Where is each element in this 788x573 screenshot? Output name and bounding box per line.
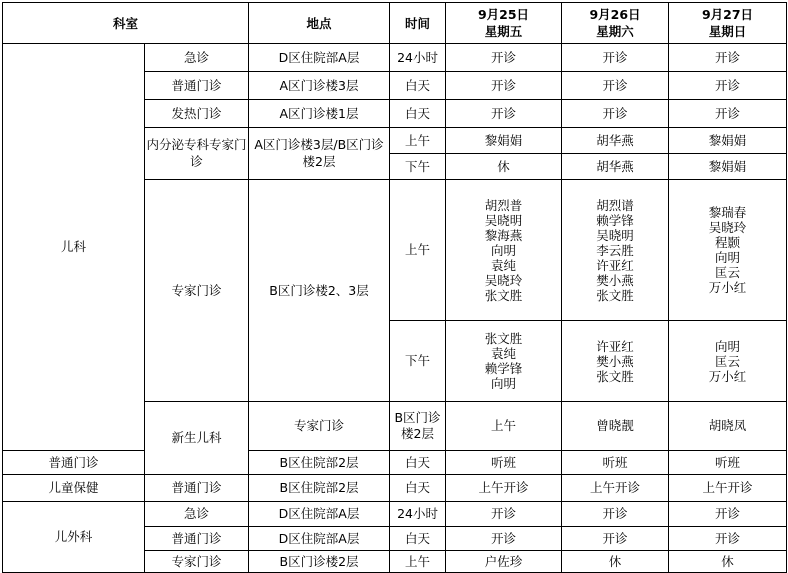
- doctor-name: 樊小燕: [596, 272, 634, 288]
- day-3-cell: [669, 321, 787, 402]
- day-3-cell: 开诊: [669, 527, 787, 551]
- time-cell: 上午: [390, 551, 446, 573]
- header-day-3: [669, 3, 787, 44]
- sub-dept-cell: 专家门诊: [145, 180, 249, 402]
- header-day-2: [562, 3, 669, 44]
- sub-dept-cell: 专家门诊: [249, 402, 390, 451]
- doctor-name: 万小红: [708, 368, 747, 384]
- header-day-1: [446, 3, 562, 44]
- day-3-cell: 休: [669, 551, 787, 573]
- time-cell: 白天: [390, 475, 446, 502]
- group-pediatric-surgery: 儿外科: [3, 502, 145, 573]
- header-day-3-weekday: 星期日: [708, 24, 747, 39]
- day-2-cell: 听班: [562, 451, 669, 475]
- location-cell: A区门诊楼3层/B区门诊楼2层: [249, 128, 390, 180]
- day-2-cell: 胡晓凤: [669, 402, 787, 451]
- doctor-name: 匡云: [715, 353, 741, 369]
- doctor-name: 许亚红: [596, 338, 634, 354]
- day-1-cell: 上午开诊: [446, 475, 562, 502]
- sub-dept-cell: 急诊: [145, 44, 249, 72]
- doctor-name: 樊小燕: [596, 353, 634, 369]
- day-2-cell: 休: [562, 551, 669, 573]
- location-cell: B区门诊楼2层: [390, 402, 446, 451]
- header-time: 时间: [390, 3, 446, 44]
- time-cell: 白天: [390, 451, 446, 475]
- header-day-1-date: 9月25日: [477, 7, 530, 22]
- time-cell: 上午: [390, 128, 446, 154]
- day-1-cell: 开诊: [446, 72, 562, 100]
- doctor-name: 胡烈普: [484, 197, 523, 213]
- table-row: [3, 44, 787, 72]
- location-cell: D区住院部A层: [249, 527, 390, 551]
- doctor-name: 胡烈谱: [596, 197, 634, 213]
- day-3-cell: 开诊: [669, 72, 787, 100]
- day-1-cell: [446, 321, 562, 402]
- group-child-health: 儿童保健: [3, 475, 145, 502]
- location-cell: D区住院部A层: [249, 502, 390, 527]
- doctor-name: 赖学锋: [596, 212, 634, 228]
- doctor-name: 张文胜: [484, 287, 523, 303]
- doctor-name: 袁纯: [491, 257, 517, 273]
- day-2-cell: 开诊: [562, 44, 669, 72]
- sub-dept-cell: 普通门诊: [145, 72, 249, 100]
- sub-dept-cell: 急诊: [145, 502, 249, 527]
- header-day-2-date: 9月26日: [589, 7, 641, 22]
- group-pediatrics: 儿科: [3, 44, 145, 451]
- day-3-cell: [669, 180, 787, 321]
- time-cell: 白天: [390, 72, 446, 100]
- doctor-name: 吴晓玲: [708, 220, 747, 235]
- doctor-name: 黎海燕: [484, 227, 523, 243]
- day-2-cell: 开诊: [562, 100, 669, 128]
- doctor-name: 吴晓玲: [484, 272, 523, 288]
- schedule-table: [2, 2, 787, 573]
- sub-dept-cell: 发热门诊: [145, 100, 249, 128]
- time-cell: 下午: [390, 321, 446, 402]
- location-cell: B区门诊楼2层: [249, 551, 390, 573]
- sub-dept-cell: 普通门诊: [3, 451, 145, 475]
- doctor-name: 程颢: [715, 235, 741, 250]
- day-2-cell: [562, 180, 669, 321]
- time-cell: 24小时: [390, 502, 446, 527]
- doctor-name: 张文胜: [596, 287, 634, 303]
- doctor-name: 吴晓明: [596, 227, 634, 243]
- doctor-name: 赖学锋: [484, 361, 523, 376]
- day-3-cell: 上午开诊: [669, 475, 787, 502]
- day-1-cell: 户佐珍: [446, 551, 562, 573]
- header-location: 地点: [249, 3, 390, 44]
- day-1-cell: 听班: [446, 451, 562, 475]
- location-cell: A区门诊楼3层: [249, 72, 390, 100]
- day-3-cell: 开诊: [669, 100, 787, 128]
- day-3-cell: 听班: [669, 451, 787, 475]
- doctor-name: 许亚红: [596, 257, 634, 273]
- header-day-1-weekday: 星期五: [484, 24, 523, 39]
- sub-dept-cell: 专家门诊: [145, 551, 249, 573]
- day-1-cell: 黎娟娟: [446, 128, 562, 154]
- day-1-cell: 开诊: [446, 527, 562, 551]
- group-neonatal: 新生儿科: [145, 402, 249, 475]
- day-3-cell: 黎娟娟: [669, 128, 787, 154]
- doctor-name: 向明: [491, 242, 517, 258]
- day-1-cell: 曾晓靓: [562, 402, 669, 451]
- time-cell: 24小时: [390, 44, 446, 72]
- day-3-cell: 开诊: [669, 44, 787, 72]
- location-cell: B区住院部2层: [249, 451, 390, 475]
- doctor-name: 万小红: [708, 280, 747, 295]
- header-day-3-date: 9月27日: [701, 7, 754, 22]
- header-day-2-weekday: 星期六: [596, 24, 634, 39]
- header-row: [3, 3, 787, 44]
- doctor-name: 张文胜: [596, 368, 634, 384]
- day-3-cell: 开诊: [669, 502, 787, 527]
- time-cell: 上午: [446, 402, 562, 451]
- day-1-cell: 开诊: [446, 100, 562, 128]
- table-row: [3, 451, 787, 475]
- sub-dept-cell: 普通门诊: [145, 527, 249, 551]
- location-cell: B区住院部2层: [249, 475, 390, 502]
- doctor-name: 吴晓明: [484, 212, 523, 228]
- day-1-cell: 休: [446, 154, 562, 180]
- table-row: [3, 475, 787, 502]
- doctor-name: 向明: [715, 338, 741, 354]
- header-dept: 科室: [3, 3, 249, 44]
- day-3-cell: 黎娟娟: [669, 154, 787, 180]
- doctor-name: 向明: [491, 376, 517, 391]
- day-2-cell: [562, 321, 669, 402]
- doctor-name: 张文胜: [484, 331, 523, 346]
- day-2-cell: 开诊: [562, 502, 669, 527]
- doctor-name: 袁纯: [491, 346, 517, 361]
- day-1-cell: [446, 180, 562, 321]
- day-2-cell: 开诊: [562, 72, 669, 100]
- location-cell: D区住院部A层: [249, 44, 390, 72]
- day-2-cell: 胡华燕: [562, 154, 669, 180]
- time-cell: 上午: [390, 180, 446, 321]
- day-2-cell: 开诊: [562, 527, 669, 551]
- doctor-name: 黎瑞春: [708, 205, 747, 220]
- location-cell: B区门诊楼2、3层: [249, 180, 390, 402]
- day-1-cell: 开诊: [446, 44, 562, 72]
- time-cell: 白天: [390, 527, 446, 551]
- sub-dept-cell: 内分泌专科专家门诊: [145, 128, 249, 180]
- day-2-cell: 上午开诊: [562, 475, 669, 502]
- time-cell: 白天: [390, 100, 446, 128]
- day-1-cell: 开诊: [446, 502, 562, 527]
- time-cell: 下午: [390, 154, 446, 180]
- doctor-name: 向明: [715, 250, 741, 265]
- doctor-name: 匡云: [715, 265, 741, 280]
- doctor-name: 李云胜: [596, 242, 634, 258]
- location-cell: A区门诊楼1层: [249, 100, 390, 128]
- sub-dept-cell: 普通门诊: [145, 475, 249, 502]
- table-row: [3, 502, 787, 527]
- day-2-cell: 胡华燕: [562, 128, 669, 154]
